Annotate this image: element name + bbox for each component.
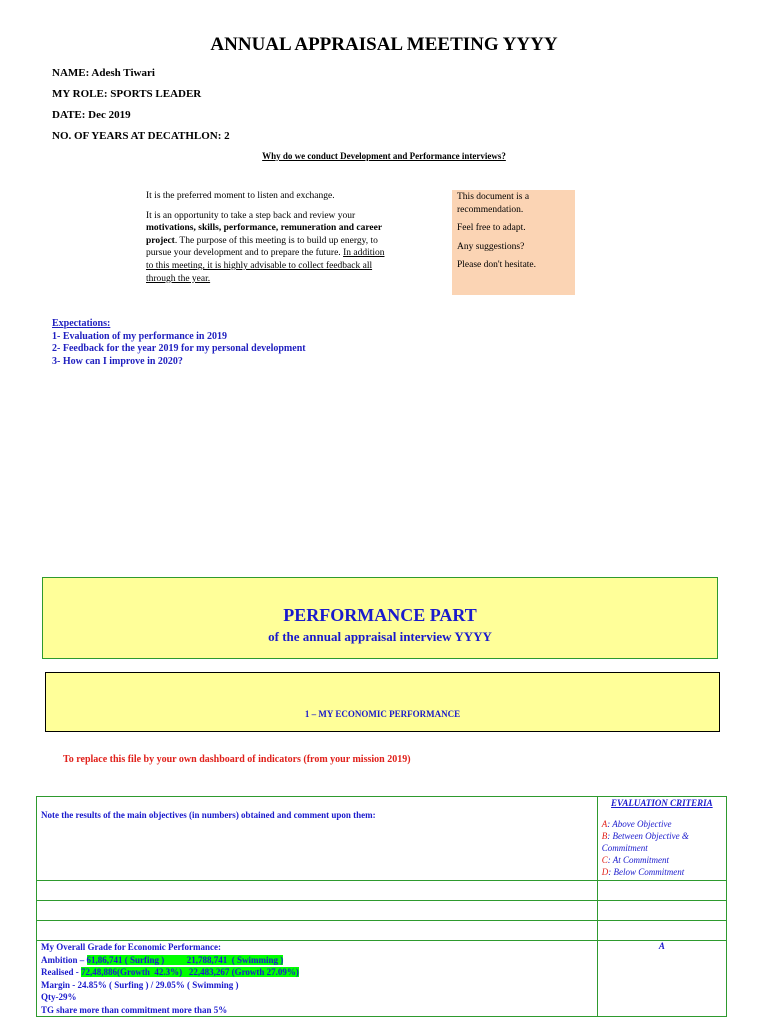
criteria-b-key: B: [601, 831, 608, 841]
grade-heading: My Overall Grade for Economic Performance:: [41, 942, 222, 952]
expectations: [52, 318, 306, 368]
economic-heading: 1 – MY ECONOMIC PERFORMANCE: [304, 709, 461, 719]
years-at-company: NO. OF YEARS AT DECATHLON: 2: [52, 130, 230, 142]
table-row: [37, 881, 727, 901]
note-line-3: Any suggestions?: [457, 241, 525, 252]
evaluation-criteria: [597, 797, 726, 881]
employee-role: MY ROLE: SPORTS LEADER: [52, 88, 202, 100]
empty-cell: [37, 921, 598, 941]
criteria-d-text: : Below Commitment: [608, 867, 685, 877]
intro-p2-start: It is an opportunity to take a step back and review your: [146, 210, 356, 221]
criteria-b: [602, 830, 722, 854]
criteria-a: [602, 818, 722, 830]
employee-name: NAME: Adesh Tiwari: [52, 67, 155, 79]
criteria-c-key: C: [601, 855, 608, 865]
ambition-line: [41, 954, 593, 967]
criteria-heading: EVALUATION CRITERIA: [611, 798, 713, 808]
table-row: [37, 941, 727, 1017]
criteria-d-key: D: [601, 867, 609, 877]
overall-grade-details: [37, 941, 598, 1017]
page-title: ANNUAL APPRAISAL MEETING YYYY: [210, 34, 558, 55]
expectations-heading: Expectations:: [52, 318, 111, 329]
intro-paragraph-2: [146, 210, 391, 286]
expectation-item: 1- Evaluation of my performance in 2019: [52, 330, 227, 342]
expectation-item: 2- Feedback for the year 2019 for my personal development: [52, 343, 306, 355]
performance-banner: [42, 577, 718, 659]
criteria-a-key: A: [601, 819, 608, 829]
table-row: [37, 797, 727, 881]
note-line-4: Please don't hesitate.: [457, 260, 537, 271]
table-row: [37, 901, 727, 921]
ambition-label: Ambition –: [41, 954, 87, 965]
intro-p2-underline: In addition to this meeting, it is highly advisable to collect feedback all through the year.: [146, 248, 385, 284]
table-row: [37, 921, 727, 941]
performance-title: PERFORMANCE PART: [283, 605, 477, 625]
criteria-d: [602, 866, 722, 878]
realised-line: [41, 966, 593, 979]
intro-paragraph-1: It is the preferred moment to listen and exchange.: [146, 191, 335, 201]
empty-cell: [597, 921, 726, 941]
expectation-item: 3- How can I improve in 2020?: [52, 355, 183, 367]
empty-cell: [597, 901, 726, 921]
performance-subtitle: of the annual appraisal interview YYYY: [268, 629, 492, 644]
note-line-2: Feel free to adapt.: [457, 223, 526, 234]
intro-p2-bold: motivations, skills, performance, remuneration and career project: [146, 223, 382, 246]
empty-cell: [37, 881, 598, 901]
economic-performance-banner: [45, 672, 720, 732]
appraisal-date: DATE: Dec 2019: [52, 109, 131, 121]
empty-cell: [37, 901, 598, 921]
main-objectives-note: Note the results of the main objectives (in numbers) obtained and comment upon them:: [37, 797, 598, 881]
realised-values: 72,48,886(Growth 42.3%) 22,483,267 (Growth 27.09%): [81, 967, 299, 977]
why-heading: Why do we conduct Development and Performance interviews?: [262, 151, 506, 161]
qty-line: Qty-29%: [41, 992, 77, 1002]
intro-text: [146, 190, 391, 292]
criteria-b-text: : Between Objective & Commitment: [601, 831, 689, 853]
tg-share-line: TG share more than commitment more than 5%: [41, 1004, 228, 1015]
realised-label: Realised -: [41, 967, 81, 977]
margin-line: Margin - 24.85% ( Surfing ) / 29.05% ( Swimming ): [41, 979, 239, 990]
evaluation-table: [36, 796, 727, 1017]
criteria-c-text: : At Commitment: [607, 855, 670, 865]
recommendation-note-box: [452, 190, 575, 295]
ambition-values: 61,86,741 ( Surfing ) 21,788,741 ( Swimming ): [86, 954, 284, 965]
criteria-c: [602, 854, 722, 866]
intro-p2-middle: . The purpose of this meeting is to build up energy, to pursue your development and to prepare the future.: [146, 235, 378, 259]
overall-grade-value: A: [597, 941, 726, 1017]
empty-cell: [597, 881, 726, 901]
replace-note: To replace this file by your own dashboard of indicators (from your mission 2019): [63, 754, 411, 765]
note-line-1: This document is a recommendation.: [457, 192, 530, 215]
criteria-a-text: : Above Objective: [607, 819, 672, 829]
